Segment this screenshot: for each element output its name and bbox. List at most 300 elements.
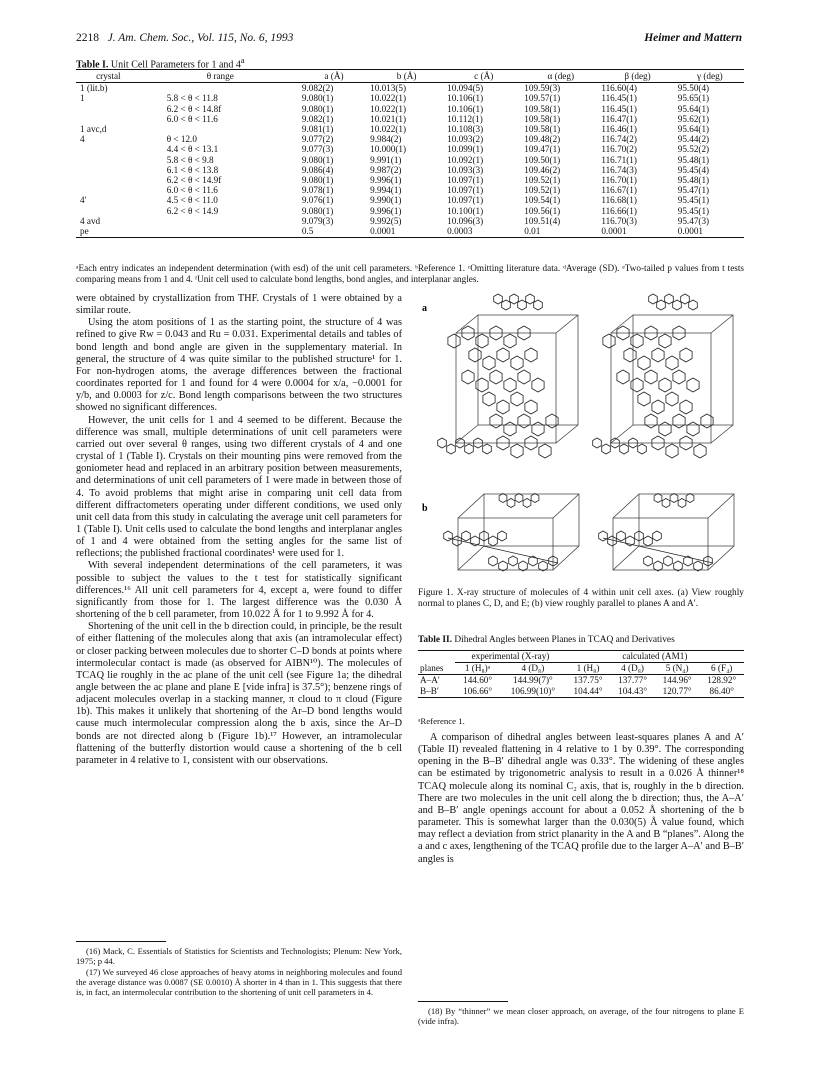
benzene-ring (653, 531, 662, 541)
table2-row (418, 675, 744, 687)
table2-cell: 120.77° (662, 686, 692, 696)
benzene-ring (666, 444, 678, 458)
table1-cell: 95.48(1) (677, 175, 710, 186)
table1-cell: 9.081(1) (301, 124, 334, 135)
table1-cell (141, 226, 300, 238)
benzene-ring (462, 370, 474, 384)
table1-cell: 10.100(1) (447, 205, 484, 216)
benzene-ring (497, 348, 509, 362)
table1-cell: 10.092(1) (447, 154, 484, 165)
table1-cell (76, 104, 141, 114)
benzene-ring (518, 300, 527, 310)
benzene-ring (515, 494, 523, 503)
table1-cell: 9.990(1) (370, 195, 402, 206)
table2-cell: 104.44° (573, 686, 603, 696)
table1-cell: 10.021(1) (370, 113, 407, 124)
table1-cell: 116.66(1) (601, 205, 637, 216)
table1-cell: 0.0001 (601, 226, 627, 237)
table1-cell: 95.64(1) (677, 124, 710, 135)
unit-cell-face (478, 315, 578, 425)
table1-cell: 109.58(1) (524, 113, 561, 124)
table1-row (76, 195, 744, 205)
benzene-ring (678, 499, 686, 508)
table2-col-header: 4 (D₈) (521, 663, 545, 673)
benzene-ring (531, 494, 539, 503)
table1-col-header: α (deg) (522, 70, 599, 83)
benzene-ring (509, 556, 518, 566)
footnote: (16) Mack, C. Essentials of Statistics for Scientists and Technologists; Plenum: New York, 1975; p 44. (76, 946, 402, 966)
benzene-ring (603, 334, 615, 348)
table2-cell: 137.75° (573, 675, 603, 685)
table1-cell (76, 206, 141, 216)
table2-col-header: 6 (F₄) (711, 663, 733, 673)
table1-cell: 95.48(1) (677, 154, 710, 165)
table1-cell: 6.2 < θ < 14.9 (166, 205, 219, 216)
table1-cell: 116.60(4) (601, 83, 637, 94)
running-header (76, 32, 742, 48)
benzene-ring (687, 378, 699, 392)
table1-cell: 95.47(1) (677, 185, 710, 196)
benzene-ring (644, 556, 653, 566)
table1-cell: 9.078(1) (301, 185, 334, 196)
table1-cell: 10.093(2) (447, 134, 484, 145)
unit-cell-face (484, 494, 579, 546)
table2-col-header: 1 (H₈)ᵃ (464, 663, 491, 673)
benzene-ring (499, 494, 507, 503)
benzene-ring (465, 444, 474, 454)
figure1-caption: Figure 1. X-ray structure of molecules of 4 within unit cell axes. (a) View roughly normal to planes C, D, and E; (b) view roughly parallel to planes A and A′. (418, 588, 744, 609)
table1-cell: 6.0 < θ < 11.6 (166, 113, 218, 124)
table1-cell: 9.086(4) (301, 164, 334, 175)
unit-cell-edge (458, 494, 484, 518)
table2-body (418, 675, 744, 698)
benzene-ring (638, 356, 650, 370)
benzene-ring (666, 392, 678, 406)
table1-row (76, 83, 744, 94)
benzene-ring (502, 300, 511, 310)
table2-footnote: ᵃReference 1. (418, 716, 465, 726)
right-footnotes (418, 1006, 744, 1026)
table1-cell: 109.52(1) (524, 185, 561, 196)
table1-cell: 10.013(5) (370, 83, 407, 94)
benzene-ring (507, 499, 515, 508)
table1-cell: 5.8 < θ < 11.8 (166, 93, 218, 104)
table2-cell: 144.96° (662, 675, 692, 685)
table1-cell: 10.108(3) (447, 124, 484, 135)
table1-cell (76, 155, 141, 165)
table2-col-header: planes (420, 662, 444, 673)
table2-col-header: 4 (D₈) (621, 663, 644, 673)
table1-cell: 10.106(1) (447, 103, 484, 114)
stereo-view-a-left (438, 294, 578, 458)
table1-cell: 109.48(2) (524, 134, 561, 145)
table1-cell: 116.74(2) (601, 134, 637, 145)
benzene-ring (438, 438, 447, 448)
header-authors: Heimer and Mattern (644, 32, 742, 44)
table1-cell: 95.52(2) (677, 144, 710, 155)
benzene-ring (654, 561, 663, 571)
table1-row (76, 216, 744, 226)
benzene-ring (490, 370, 502, 384)
table1-cell: θ < 12.0 (166, 134, 197, 145)
table2-cell: 106.99(10)° (510, 686, 555, 696)
benzene-ring (662, 499, 670, 508)
stereo-view-b-right (599, 494, 734, 572)
table2-cell: A–A′ (420, 675, 440, 685)
benzene-ring (504, 422, 516, 436)
unit-cell-edge (708, 494, 734, 518)
benzene-ring (489, 556, 498, 566)
benzene-ring (617, 531, 626, 541)
table1-cell: 9.077(3) (301, 144, 334, 155)
table1-cell: 116.67(1) (601, 185, 637, 196)
benzene-ring (447, 444, 456, 454)
benzene-ring (525, 400, 537, 414)
table1-cell: 0.0001 (677, 226, 703, 237)
table1-col-header: a (Å) (300, 70, 368, 83)
benzene-ring (525, 348, 537, 362)
molecule-backbone (603, 538, 713, 563)
benzene-ring (504, 334, 516, 348)
benzene-ring (638, 444, 647, 454)
benzene-ring (657, 300, 666, 310)
benzene-ring (497, 400, 509, 414)
table1-cell: 9.082(1) (301, 113, 334, 124)
table1-cell: 109.57(1) (524, 93, 561, 104)
table1-cell (76, 144, 141, 154)
table1-cell: 95.62(1) (677, 113, 710, 124)
table1-cell: 10.097(1) (447, 195, 484, 206)
table2-cell: B–B′ (420, 686, 439, 696)
benzene-ring (645, 370, 657, 384)
table1-cell (141, 124, 300, 134)
benzene-ring (523, 499, 531, 508)
table1-col-header: c (Å) (445, 70, 522, 83)
benzene-ring (686, 494, 694, 503)
table1-cell: 95.44(2) (677, 134, 710, 145)
benzene-ring (490, 414, 502, 428)
table1-cell: 4.4 < θ < 13.1 (166, 144, 219, 155)
table1-cell: 9.080(1) (301, 175, 334, 186)
table1-cell: 109.46(2) (524, 164, 561, 175)
benzene-ring (649, 294, 658, 304)
table1-cell: 109.51(4) (524, 215, 561, 226)
table2-header-row (418, 663, 744, 675)
table2-group-row (418, 651, 744, 663)
table1-cell: 6.2 < θ < 14.8f (166, 103, 222, 114)
table1-cell: 10.094(5) (447, 83, 484, 94)
benzene-ring (666, 356, 678, 370)
table1-cell: 9.080(1) (301, 154, 334, 165)
benzene-ring (534, 300, 543, 310)
benzene-ring (539, 561, 548, 571)
table2-row (418, 686, 744, 698)
left-footnotes (76, 946, 402, 998)
benzene-ring (680, 348, 692, 362)
table1-row (76, 165, 744, 175)
table2-cell: 137.77° (618, 675, 648, 685)
table1-cell: 10.096(3) (447, 215, 484, 226)
table1-cell: 5.8 < θ < 9.8 (166, 154, 214, 165)
benzene-ring (510, 294, 519, 304)
benzene-ring (494, 294, 503, 304)
benzene-ring (659, 422, 671, 436)
table1-cell (141, 216, 300, 226)
unit-cell-edge (613, 546, 639, 570)
table2-group-experimental: experimental (X-ray) (455, 651, 566, 663)
table1-cell: 0.0003 (447, 226, 473, 237)
benzene-ring (599, 531, 608, 541)
table1-row (76, 155, 744, 165)
table1-cell: 1 (80, 93, 85, 104)
unit-cell-edge (458, 546, 484, 570)
table1-cell: 10.097(1) (447, 175, 484, 186)
table1-cell: 116.68(1) (601, 195, 637, 206)
table2-col-header: 1 (H₈) (576, 663, 600, 673)
table1-cell: 6.2 < θ < 14.9f (166, 175, 222, 186)
table1-cell: 4 avd (80, 215, 101, 226)
table1-footnote: ᵃEach entry indicates an independent determination (with esd) of the unit cell parameters. ᵇReference 1. ᶜOmitting literature data. ᵈAverage (SD). ᵉTwo-tailed p values from t tests comparing means from 1 and 4. ᶠUnit cell used to calculate bond lengths, bond angles, and interplanar angles. (76, 263, 744, 284)
table1-row (76, 144, 744, 154)
benzene-ring (665, 294, 674, 304)
table1-col-header: γ (deg) (676, 70, 744, 83)
unit-cell-face (633, 315, 733, 425)
table1-row (76, 134, 744, 144)
table1-cell: 116.70(2) (601, 144, 637, 155)
table1-row (76, 104, 744, 114)
table1-cell (76, 175, 141, 185)
benzene-ring (444, 531, 453, 541)
table1-cell (141, 83, 300, 94)
benzene-ring (687, 422, 699, 436)
table1-body (76, 83, 744, 238)
benzene-ring (652, 400, 664, 414)
unit-cell-edge (456, 315, 478, 333)
table1-cell: 10.093(3) (447, 164, 484, 175)
benzene-ring (526, 294, 535, 304)
table1-cell: 109.56(1) (524, 205, 561, 216)
benzene-ring (673, 414, 685, 428)
table1-cell: 4 (80, 134, 85, 145)
table1-cell (76, 185, 141, 195)
table1-cell (76, 165, 141, 175)
right-column-text (418, 732, 744, 866)
left-column-text (76, 293, 402, 767)
benzene-ring (624, 348, 636, 362)
paragraph: Using the atom positions of 1 as the starting point, the structure of 4 was refined to give Rw = 0.043 and Ru = 0.031. Experimental details and tables of bond length and bond angle are given in the supplementary material. In general, the structure of 4 was quite similar to the published structure¹ for 1. For non-hydrogen atoms, the average differences between the fractional coordinates reported for 1 and found for 4 were 0.0004 for x/a, −0.0001 for y/b, and 0.0003 for z/c. Bond length comparisons between the two structures showed no significant differences. (76, 317, 402, 414)
table1-cell: 95.45(1) (677, 195, 710, 206)
table1-cell: 10.112(1) (447, 113, 483, 124)
table1-cell: 0.01 (524, 226, 541, 237)
table1-cell: 9.077(2) (301, 134, 334, 145)
table1-cell: 116.45(1) (601, 103, 637, 114)
table1-header-row (76, 70, 744, 83)
benzene-ring (674, 561, 683, 571)
table1-cell: 95.65(1) (677, 93, 710, 104)
table1-cell: 109.47(1) (524, 144, 561, 155)
header-left: 2218 J. Am. Chem. Soc., Vol. 115, No. 6, 1993 (76, 32, 294, 44)
table2-cell: 144.99(7)° (513, 675, 553, 685)
table2 (418, 650, 744, 698)
benzene-ring (602, 444, 611, 454)
table1-cell: 116.74(3) (601, 164, 637, 175)
benzene-ring (504, 378, 516, 392)
benzene-ring (511, 444, 523, 458)
table1-cell: 95.45(4) (677, 164, 710, 175)
benzene-ring (483, 356, 495, 370)
benzene-ring (659, 378, 671, 392)
table2-cell: 86.40° (709, 686, 734, 696)
table1-cell: 9.984(2) (370, 134, 402, 145)
benzene-ring (518, 370, 530, 384)
table1-cell: 9.076(1) (301, 195, 334, 206)
benzene-ring (694, 444, 706, 458)
table1-cell: 109.58(1) (524, 124, 561, 135)
table1-cell: 6.0 < θ < 11.6 (166, 185, 218, 196)
benzene-ring (532, 422, 544, 436)
benzene-ring (511, 356, 523, 370)
table1-cell: 95.47(3) (677, 215, 710, 226)
table1-cell: 9.992(5) (370, 215, 402, 226)
table1-cell: 4′ (80, 195, 87, 206)
benzene-ring (539, 444, 551, 458)
table1-cell: 109.59(3) (524, 83, 561, 94)
table1-cell: 9.996(1) (370, 205, 402, 216)
benzene-ring (664, 556, 673, 566)
benzene-ring (659, 334, 671, 348)
table1 (76, 69, 744, 238)
benzene-ring (638, 392, 650, 406)
table1-cell: 9.987(2) (370, 164, 402, 175)
table1-cell: pe (80, 226, 89, 237)
table1-cell: 9.080(1) (301, 103, 334, 114)
footnote: (18) By “thinner” we mean closer approach, on average, of the four nitrogens to plane E (vide infra). (418, 1006, 744, 1026)
benzene-ring (652, 348, 664, 362)
stereo-view-b-left (444, 494, 579, 572)
table1-cell: 0.5 (301, 226, 314, 237)
table2-cell: 144.60° (463, 675, 493, 685)
paragraph: A comparison of dihedral angles between least-squares planes A and A′ (Table II) revealed flattening in 4 relative to 1 by 0.39°. The corresponding opening in the B–B′ dihedral angle was 0.33°. The widening of these angles can be estimated by trigonometric analysis to result in a 0.026 Å thinner¹⁸ TCAQ molecule along its nominal C₂ axis, that is, roughly in the b direction. There are two molecules in the unit cell along the b direction; thus, the A–A′ and B–B′ angle openings account for about a 0.052 Å shortening of the b parameter. This is somewhat larger than the 0.030(5) Å value found, which may reflect a deviation from strict planarity in the A and B “planes”. Along the a and c axes, lengthening of the TCAQ profile due to the larger A–A′ and B–B′ angles is (418, 732, 744, 865)
table1-cell: 116.47(1) (601, 113, 637, 124)
table2-cell: 106.66° (463, 686, 493, 696)
table1-cell: 95.50(4) (677, 83, 710, 94)
table2-col-header: 5 (N₄) (665, 663, 689, 673)
benzene-ring (532, 378, 544, 392)
benzene-ring (518, 414, 530, 428)
table1-row (76, 226, 744, 238)
table1-caption: Table I. Unit Cell Parameters for 1 and 4$^a$ (76, 56, 245, 71)
paragraph: With several independent determinations of the cell parameters, it was possible to subject the values to the t test for statistically significant differences.¹⁶ All unit cell parameters for 4, except a, were found to differ significantly from those for 1. The largest difference was the 0.030 Å shortening of the b cell parameter, from 10.022 Å for 1 to 9.992 Å for 4. (76, 560, 402, 621)
benzene-ring (680, 400, 692, 414)
panel-label-a: a (422, 303, 427, 314)
benzene-ring (673, 300, 682, 310)
molecule-backbone (448, 538, 558, 563)
benzene-ring (645, 414, 657, 428)
benzene-ring (689, 300, 698, 310)
table1-cell: 10.099(1) (447, 144, 484, 155)
table1-cell: 4.5 < θ < 11.0 (166, 195, 218, 206)
unit-cell-edge (711, 315, 733, 333)
table1-cell: 109.58(1) (524, 103, 561, 114)
benzene-ring (670, 494, 678, 503)
benzene-ring (511, 392, 523, 406)
table1-cell: 10.022(1) (370, 93, 407, 104)
table1-cell: 9.994(1) (370, 185, 402, 196)
benzene-ring (489, 536, 498, 546)
table1-cell: 1 avc,d (80, 124, 107, 135)
table1-cell: 9.080(1) (301, 205, 334, 216)
paragraph: were obtained by crystallization from THF. Crystals of 1 were obtained by a similar route. (76, 293, 402, 317)
benzene-ring (620, 444, 629, 454)
table2-group-calculated: calculated (AM1) (566, 651, 744, 663)
footnote: (17) We surveyed 46 close approaches of heavy atoms in neighboring molecules and found the average distance was 0.0087 (SE 0.0010) Å shorter in 4 than in 1. This suggests that there is, in fact, an intermolecular contribution to the shortening of unit cell parameters in 4. (76, 967, 402, 997)
benzene-ring (462, 531, 471, 541)
unit-cell-edge (611, 315, 633, 333)
table1-cell: 116.70(1) (601, 175, 637, 186)
benzene-ring (499, 561, 508, 571)
table1-cell: 10.097(1) (447, 185, 484, 196)
table2-caption: Table II. Dihedral Angles between Planes in TCAQ and Derivatives (418, 635, 675, 645)
table1-cell: 95.64(1) (677, 103, 710, 114)
table1-col-header: crystal (76, 70, 141, 83)
table1-cell: 95.45(1) (677, 205, 710, 216)
benzene-ring (469, 348, 481, 362)
table1-cell: 9.082(2) (301, 83, 334, 94)
unit-cell-edge (613, 494, 639, 518)
benzene-ring (519, 561, 528, 571)
table1-cell: 9.996(1) (370, 175, 402, 186)
table1-cell: 6.1 < θ < 13.8 (166, 164, 219, 175)
table1-cell: 116.45(1) (601, 93, 637, 104)
paragraph: Shortening of the unit cell in the b direction could, in principle, be the result of either flattening of the molecules along that axis (an intramolecular effect) or closer packing between molecules due to shorter C–D bonds at points where intermolecular contact is made (as observed for AIBN¹⁰). The molecules of TCAQ lie roughly in the ac plane of the unit cell (see Figure 1a; the dihedral angle between the ac plane and plane E [vide infra] is 37.5°); benzene rings of adjacent molecules overlap in a stacking manner, π cloud to π cloud (Figure 1b). This makes it unlikely that shortening of the Ar–D bond lengths would cause much intermolecular compression along the b axis, since the Ar–D bonds are not directed along b (Figure 1b).¹⁷ However, an intramolecular flattening of the butterfly distortion would cause a shortening of the b cell parameter in 4 relative to 1, consistent with our observations. (76, 621, 402, 766)
table1-cell: 0.0001 (370, 226, 396, 237)
table1-cell: 109.50(1) (524, 154, 561, 165)
table1-cell: 10.000(1) (370, 144, 407, 155)
panel-label-b: b (422, 503, 428, 514)
benzene-ring (617, 370, 629, 384)
table1-row (76, 175, 744, 185)
table1-cell (76, 114, 141, 124)
table1-row (76, 124, 744, 134)
table1-cell: 1 (lit.b) (80, 83, 108, 94)
unit-cell-edge (553, 494, 579, 518)
benzene-ring (448, 334, 460, 348)
table1-row (76, 206, 744, 216)
table1-cell: 109.54(1) (524, 195, 561, 206)
benzene-ring (681, 294, 690, 304)
benzene-ring (694, 561, 703, 571)
figure1 (418, 293, 744, 583)
unit-cell-edge (556, 425, 578, 443)
footnote-rule (76, 941, 166, 942)
table1-cell: 116.46(1) (601, 124, 637, 135)
benzene-ring (654, 494, 662, 503)
table1-col-header: b (Å) (368, 70, 445, 83)
benzene-ring (593, 438, 602, 448)
table1-cell: 116.70(3) (601, 215, 637, 226)
table1-cell: 10.022(1) (370, 124, 407, 135)
unit-cell-face (639, 494, 734, 546)
table1-row (76, 93, 744, 103)
table1-cell: 10.022(1) (370, 103, 407, 114)
paragraph: However, the unit cells for 1 and 4 seemed to be different. Because the difference was small, multiple determinations of unit cell parameters were carried out over several θ ranges, using two different crystals of 4 and one crystal of 1 (Table I). Crystals on their mounting pins were removed from the goniometer head and replaced in an arbitrary position between measurements, and determinations of unit cell parameters of 1 were made in between those of 4. To avoid problems that might arise in comparing unit cell data from different diffractometers operating under different conditions, we used only unit cell data from this study in calculating the average unit cell parameters for 1 (Table I). Unit cells used to calculate the bond lengths and interplanar angles of 1 and 4 were obtained from the setting angles for the same list of reflections; the published fractional coordinates¹ were used for 1. (76, 414, 402, 560)
benzene-ring (498, 531, 507, 541)
table1-col-header: β (deg) (599, 70, 675, 83)
table1-cell: 9.079(3) (301, 215, 334, 226)
stereo-view-a-right (593, 294, 733, 458)
benzene-ring (644, 536, 653, 546)
benzene-ring (483, 392, 495, 406)
